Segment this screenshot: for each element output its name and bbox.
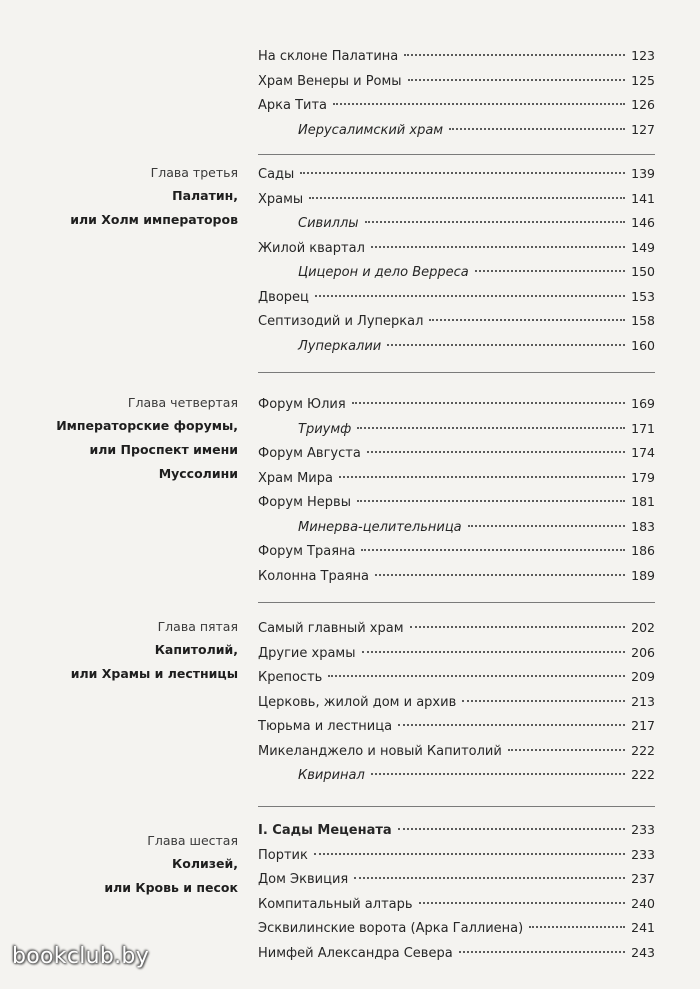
section-divider [258,806,655,807]
page-number: 149 [631,239,655,255]
leader-dots [387,344,625,346]
entry-title: Микеланджело и новый Капитолий [258,743,502,759]
leader-dots [475,270,625,272]
leader-dots [339,476,625,478]
entry-title: Сады [258,167,295,182]
leader-dots [354,877,625,879]
page-number: 202 [631,620,655,635]
entry-title: Форум Траяна [258,544,356,559]
entry-title: Эсквилинские ворота (Арка Галлиена) [258,921,524,936]
chapter-title-line: Палатин, [172,188,238,203]
page-number: 222 [631,742,655,758]
leader-dots [309,197,625,199]
toc-entry[interactable] [258,162,655,187]
page-number: 189 [631,567,655,583]
chapter-title-line: Капитолий, [154,642,238,657]
page-number: 150 [631,264,655,279]
leader-dots [462,700,625,702]
toc-entry[interactable] [258,916,655,941]
page-number: 206 [631,644,655,660]
toc-entry[interactable] [258,867,655,892]
page-number: 233 [631,822,655,837]
entry-title: Форум Юлия [258,397,346,412]
entry-title: Тюрьма и лестница [258,719,393,734]
toc-entry[interactable] [258,334,655,359]
chapter-heading [0,830,238,900]
page-number: 209 [631,669,655,684]
page-number: 158 [631,313,655,328]
leader-dots [367,451,625,453]
page-number: 174 [631,445,655,460]
chapter-label: Глава пятая [157,619,238,634]
page-number: 169 [631,396,655,411]
leader-dots [365,221,626,223]
toc-entry[interactable] [258,818,655,843]
leader-dots [449,128,625,130]
toc-entry[interactable] [258,309,655,334]
leader-dots [398,828,625,830]
page-number: 179 [631,469,655,485]
chapter-heading [0,616,238,686]
leader-dots [357,500,625,502]
toc-entry[interactable] [258,564,655,589]
toc-entry[interactable] [258,118,655,143]
leader-dots [362,651,626,653]
entry-title: I. Сады Мецената [258,823,392,838]
page-number: 241 [631,920,655,935]
section-divider [258,602,655,603]
chapter-label: Глава шестая [147,833,238,848]
page-number: 127 [631,121,655,137]
toc-entry[interactable] [258,44,655,69]
page-number: 181 [631,494,655,509]
chapter-title-line: или Холм императоров [70,212,238,227]
entry-title: Квиринал [298,768,365,783]
toc-entry[interactable] [258,690,655,715]
leader-dots [328,675,625,677]
leader-dots [508,749,625,751]
page-number: 126 [631,97,655,112]
toc-entry[interactable] [258,260,655,285]
leader-dots [375,574,625,576]
leader-dots [404,54,625,56]
page-number: 237 [631,871,655,886]
toc-entry[interactable] [258,641,655,666]
entry-title: Триумф [298,421,352,437]
leader-dots [468,525,625,527]
page-number: 153 [631,288,655,304]
page-number: 183 [631,518,655,534]
toc-entry[interactable] [258,417,655,442]
chapter-title-line: Колизей, [172,856,238,871]
toc-entry[interactable] [258,665,655,690]
entry-title: Форум Августа [258,446,361,461]
entry-title: Арка Тита [258,98,328,113]
page-number: 186 [631,543,655,558]
page-number: 141 [631,190,655,206]
entry-title: Нимфей Александра Севера [258,945,453,961]
toc-entry[interactable] [258,392,655,417]
leader-dots [410,626,626,628]
entry-title: Септизодий и Луперкал [258,314,424,329]
toc-entry[interactable] [258,441,655,466]
entry-title: Дворец [258,289,309,305]
entry-list [258,616,655,788]
page-number: 243 [631,944,655,960]
entry-title: Минерва-целительница [298,519,462,535]
toc-entry[interactable] [258,285,655,310]
page-number: 139 [631,166,655,181]
entry-title: Дом Эквиция [258,872,349,887]
entry-title: Самый главный храм [258,621,404,636]
toc-entry[interactable] [258,739,655,764]
toc-entry[interactable] [258,236,655,261]
entry-title: Другие храмы [258,645,356,661]
toc-entry[interactable] [258,843,655,868]
leader-dots [408,79,626,81]
entry-title: Жилой квартал [258,240,365,256]
page-number: 213 [631,693,655,709]
page-number: 217 [631,718,655,733]
entry-title: Цицерон и дело Верреса [298,265,469,280]
toc-entry[interactable] [258,466,655,491]
leader-dots [459,951,625,953]
page-number: 240 [631,895,655,911]
toc-entry[interactable] [258,490,655,515]
leader-dots [419,902,626,904]
entry-title: На склоне Палатина [258,49,399,64]
toc-entry[interactable] [258,211,655,236]
page-number: 222 [631,767,655,782]
leader-dots [314,853,625,855]
entry-title: Иерусалимский храм [298,122,444,138]
leader-dots [429,319,625,321]
entry-title: Сивиллы [298,216,359,231]
chapter-heading [0,392,238,486]
page-number: 171 [631,420,655,436]
entry-title: Луперкалии [298,338,382,354]
leader-dots [333,103,625,105]
leader-dots [352,402,625,404]
entry-title: Крепость [258,670,323,685]
leader-dots [371,773,625,775]
entry-title: Церковь, жилой дом и архив [258,694,457,710]
leader-dots [398,724,625,726]
leader-dots [361,549,625,551]
toc-entry[interactable] [258,515,655,540]
toc-entry[interactable] [258,69,655,94]
page-number: 233 [631,846,655,862]
page-number: 125 [631,72,655,88]
chapter-title-line: Муссолини [158,466,238,481]
chapter-title-line: Императорские форумы, [56,418,238,433]
page-number: 146 [631,215,655,230]
page-number: 160 [631,337,655,353]
leader-dots [300,172,625,174]
leader-dots [315,295,625,297]
entry-list [258,162,655,358]
section-divider [258,154,655,155]
toc-entry[interactable] [258,941,655,966]
chapter-title-line: или Кровь и песок [104,880,238,895]
chapter-heading [0,162,238,232]
entry-list [258,818,655,965]
leader-dots [371,246,625,248]
chapter-title-line: или Проспект имени [89,442,238,457]
entry-list [258,392,655,588]
toc-entry[interactable] [258,187,655,212]
entry-title: Храм Венеры и Ромы [258,73,402,89]
toc-entry[interactable] [258,763,655,788]
entry-title: Форум Нервы [258,495,351,510]
page-number: 123 [631,48,655,63]
chapter-label: Глава третья [150,165,238,180]
chapter-title-line: или Храмы и лестницы [70,666,238,681]
entry-title: Портик [258,847,308,863]
entry-title: Храм Мира [258,470,333,486]
toc-entry[interactable] [258,93,655,118]
entry-list [258,44,655,142]
toc-entry[interactable] [258,714,655,739]
entry-title: Компитальный алтарь [258,896,413,912]
leader-dots [529,926,625,928]
site-watermark: bookclub.by [12,944,150,969]
chapter-label: Глава четвертая [127,395,238,410]
entry-title: Храмы [258,191,304,207]
leader-dots [357,427,625,429]
section-divider [258,372,655,373]
toc-entry[interactable] [258,539,655,564]
toc-entry[interactable] [258,892,655,917]
entry-title: Колонна Траяна [258,568,369,584]
toc-entry[interactable] [258,616,655,641]
